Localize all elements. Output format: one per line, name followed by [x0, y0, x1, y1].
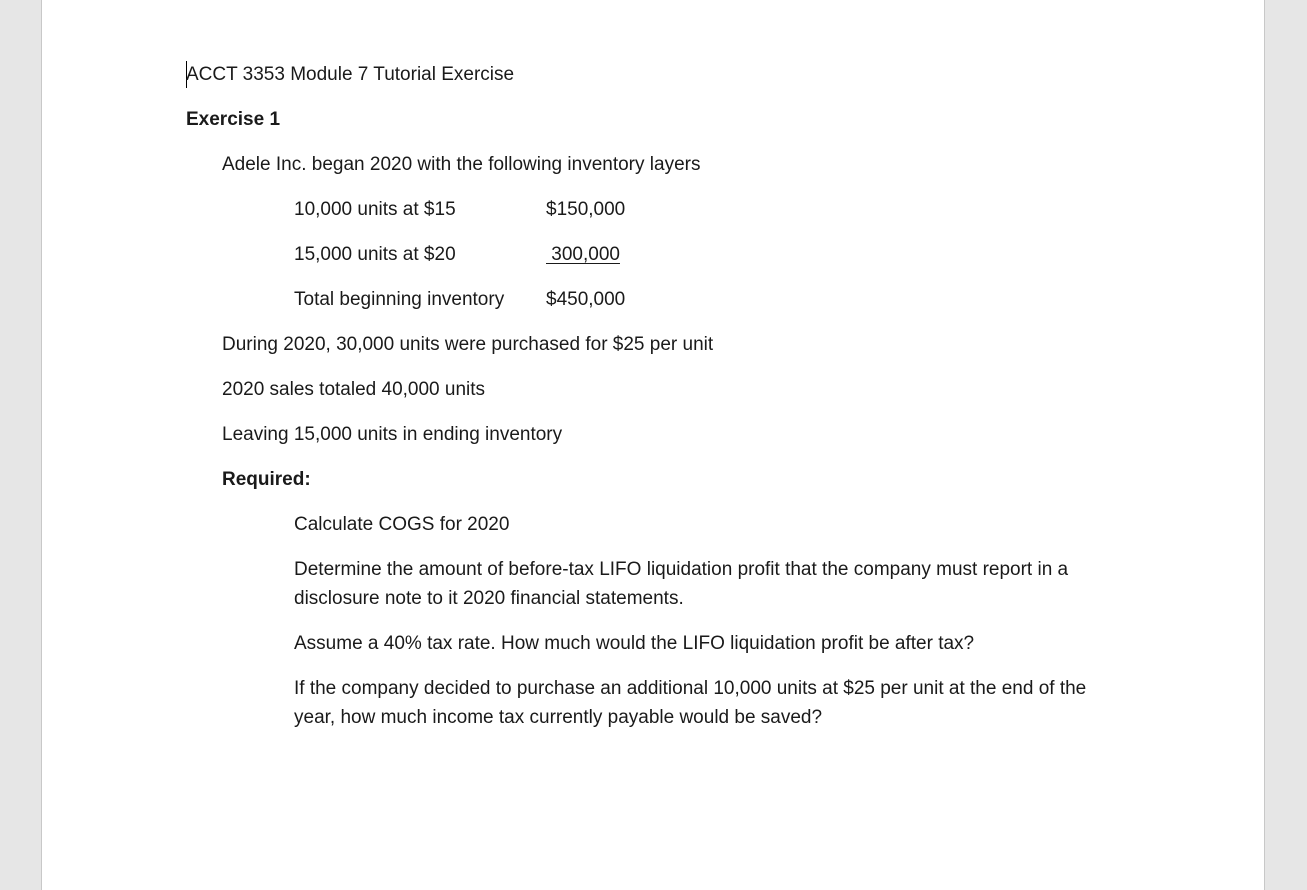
layer-amount: 300,000: [546, 244, 620, 265]
total-label: Total beginning inventory: [294, 289, 505, 310]
document-title: ACCT 3353 Module 7 Tutorial Exercise: [186, 64, 515, 85]
requirement-item: Assume a 40% tax rate. How much would the LIFO liquidation profit be after tax?: [294, 633, 975, 654]
requirement-item: If the company decided to purchase an additional 10,000 units at $25 per unit at the end of the year, how much income tax currently payable would be saved?: [294, 678, 1087, 728]
exercise-heading: Exercise 1: [186, 109, 281, 130]
layer-amount: $150,000: [546, 199, 626, 220]
fact-text: Leaving 15,000 units in ending inventory: [222, 424, 563, 445]
fact-text: 2020 sales totaled 40,000 units: [222, 379, 486, 400]
requirement-item: Calculate COGS for 2020: [294, 514, 510, 535]
layer-label: 10,000 units at $15: [294, 199, 456, 220]
layer-label: 15,000 units at $20: [294, 244, 456, 265]
total-amount: $450,000: [546, 289, 626, 310]
fact-text: During 2020, 30,000 units were purchased for $25 per unit: [222, 334, 714, 355]
required-heading: Required:: [222, 469, 311, 490]
document-page[interactable]: [41, 0, 1265, 890]
requirement-item: Determine the amount of before-tax LIFO liquidation profit that the company must report in a disclosure note to it 2020 financial statements.: [294, 559, 1069, 609]
intro-text: Adele Inc. began 2020 with the following inventory layers: [222, 154, 701, 175]
